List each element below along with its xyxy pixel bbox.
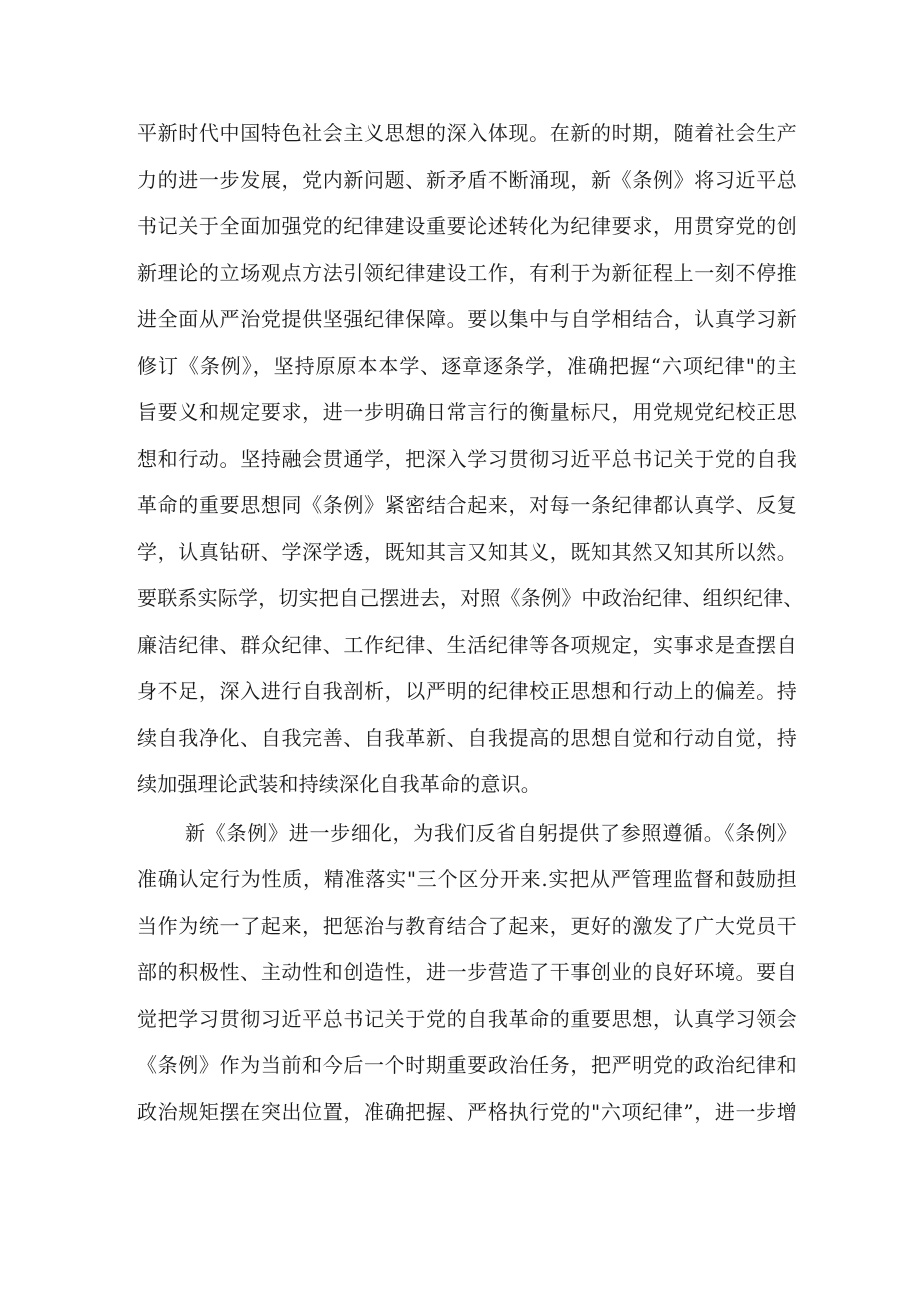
text-line: 新理论的立场观点方法引领纪律建设工作，有利于为新征程上一刻不停推: [137, 260, 797, 285]
text-line: 当作为统一了起来，把惩治与教育结合了起来，更好的激发了广大党员干: [137, 913, 797, 938]
text-line: 书记关于全面加强党的纪律建设重要论述转化为纪律要求，用贯穿党的创: [137, 214, 797, 238]
text-line: 续加强理论武装和持续深化自我革命的意识。: [137, 772, 541, 796]
text-line: 修订《条例》，坚持原原本本学、逐章逐条学，准确把握“六项纪律"的主: [137, 353, 797, 378]
text-line: 廉洁纪律、群众纪律、工作纪律、生活纪律等各项规定，实事求是查摆自: [137, 632, 797, 657]
text-line: 觉把学习贯彻习近平总书记关于党的自我革命的重要思想，认真学习领会: [137, 1006, 797, 1031]
text-line: 要联系实际学，切实把自己摆进去，对照《条例》中政治纪律、组织纪律、: [137, 586, 804, 610]
paragraph-1: [137, 110, 804, 808]
text-line: 身不足，深入进行自我剖析，以严明的纪律校正思想和行动上的偏差。持: [137, 679, 797, 703]
paragraph-2: [137, 810, 797, 1136]
text-line: 旨要义和规定要求，进一步明确日常言行的衡量标尺，用党规党纪校正思: [137, 400, 797, 424]
text-line: 想和行动。坚持融会贯通学，把深入学习贯彻习近平总书记关于党的自我: [137, 446, 797, 471]
text-line: 准确认定行为性质，精准落实"三个区分开来.实把从严管理监督和鼓励担: [137, 867, 797, 891]
text-line: 新《条例》进一步细化，为我们反省自躬提供了参照遵循。《条例》: [185, 820, 797, 845]
text-line: 革命的重要思想同《条例》紧密结合起来，对每一条纪律都认真学、反复: [137, 493, 797, 517]
document-body: [137, 110, 804, 1135]
text-line: 部的积极性、主动性和创造性，进一步营造了干事创业的良好环境。要自: [137, 960, 797, 984]
text-line: 续自我净化、自我完善、自我革新、自我提高的思想自觉和行动自觉，持: [137, 725, 797, 750]
text-line: 平新时代中国特色社会主义思想的深入体现。在新的时期，随着社会生产: [137, 121, 797, 145]
text-line: 政治规矩摆在突出位置，准确把握、严格执行党的"六项纪律”，进一步增: [137, 1099, 797, 1124]
text-line: 进全面从严治党提供坚强纪律保障。要以集中与自学相结合，认真学习新: [137, 307, 797, 331]
text-line: 《条例》作为当前和今后一个时期重要政治任务，把严明党的政治纪律和: [137, 1053, 797, 1077]
text-line: 力的进一步发展，党内新问题、新矛盾不断涌现，新《条例》将习近平总: [137, 167, 797, 192]
text-line: 学，认真钻研、学深学透，既知其言又知其义，既知其然又知其所以然。: [137, 539, 797, 564]
